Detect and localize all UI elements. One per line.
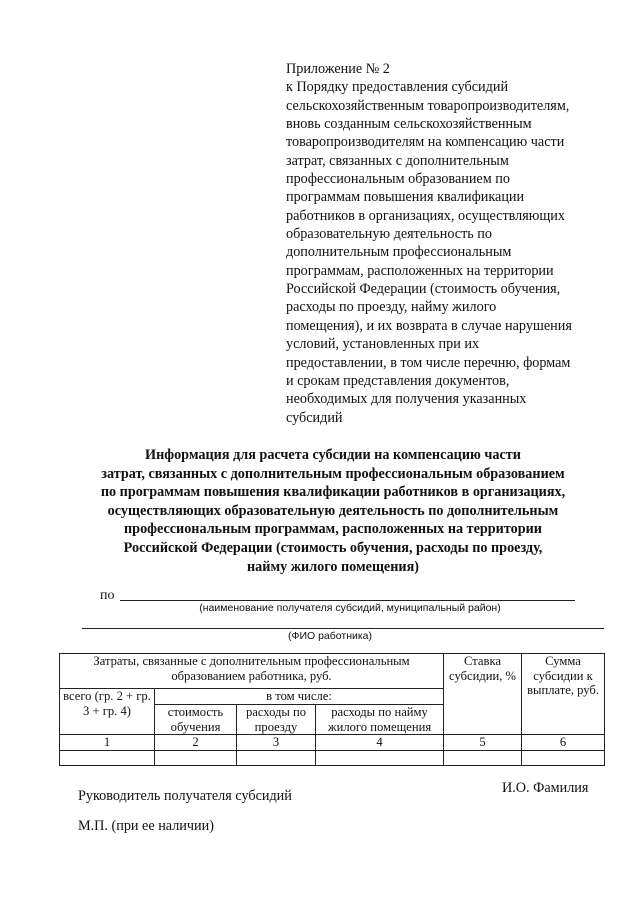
title-line: по программам повышения квалификации работников в организациях, [100, 484, 566, 501]
stamp-label: М.П. (при ее наличии) [78, 818, 214, 834]
appendix-line: условий, установленных при их [286, 336, 480, 353]
head-signature-label: Руководитель получателя субсидий [78, 788, 292, 804]
column-number: 2 [155, 735, 237, 751]
travel-header: расходы по проезду [237, 705, 316, 735]
title-line: профессиональным программам, расположенных на территории [124, 521, 542, 538]
including-header: в том числе: [155, 689, 444, 705]
column-number: 4 [316, 735, 444, 751]
recipient-name-line[interactable] [120, 600, 575, 601]
appendix-line: программам повышения квалификации [286, 189, 525, 206]
data-cell-rate[interactable] [444, 750, 522, 765]
subsidy-table [59, 653, 605, 766]
appendix-line: дополнительным профессиональным [286, 244, 512, 261]
appendix-line: сельскохозяйственным товаропроизводителям, [286, 97, 570, 114]
tuition-header: стоимость обучения [155, 705, 237, 735]
column-number: 6 [522, 735, 605, 751]
appendix-line: товаропроизводителям на компенсацию части [286, 134, 565, 151]
po-label: по [100, 588, 115, 603]
title-line: найму жилого помещения) [247, 558, 419, 575]
appendix-line: образовательную деятельность по [286, 226, 492, 243]
title-line: затрат, связанных с дополнительным профессиональным образованием [101, 465, 565, 482]
data-cell-travel[interactable] [237, 750, 316, 765]
worker-caption: (ФИО работника) [287, 630, 373, 642]
title-line: Информация для расчета субсидии на компенсацию части [145, 447, 521, 463]
sum-header: Сумма субсидии к выплате, руб. [522, 654, 605, 735]
appendix-line: необходимых для получения указанных [286, 391, 527, 408]
appendix-line: и срокам представления документов, [286, 372, 510, 389]
housing-header: расходы по найму жилого помещения [316, 705, 444, 735]
appendix-line: вновь созданным сельскохозяйственным [286, 116, 532, 133]
appendix-line: субсидий [286, 409, 343, 426]
column-number: 5 [444, 735, 522, 751]
column-number: 3 [237, 735, 316, 751]
column-number: 1 [60, 735, 155, 751]
appendix-line: помещения), и их возврата в случае нарушения [286, 317, 572, 334]
data-cell-sum[interactable] [522, 750, 605, 765]
document-title [66, 446, 600, 576]
appendix-number: Приложение № 2 [286, 61, 390, 77]
appendix-line: расходы по проезду, найму жилого [286, 299, 497, 316]
appendix-header [286, 60, 606, 427]
appendix-line: программам, расположенных на территории [286, 262, 554, 279]
appendix-line: к Порядку предоставления субсидий [286, 79, 509, 96]
recipient-caption: (наименование получателя субсидий, муниципальный район) [199, 602, 501, 614]
appendix-line: затрат, связанных с дополнительным [286, 152, 509, 169]
title-line: Российской Федерации (стоимость обучения, расходы по проезду, [123, 539, 543, 556]
data-cell-total[interactable] [60, 750, 155, 765]
data-cell-housing[interactable] [316, 750, 444, 765]
signer-name: И.О. Фамилия [502, 780, 589, 796]
appendix-line: работников в организациях, осуществляющих [286, 207, 565, 224]
total-header: всего (гр. 2 + гр. 3 + гр. 4) [60, 689, 155, 735]
appendix-line: предоставлении, в том числе перечню, формам [286, 354, 571, 371]
rate-header: Ставка субсидии, % [444, 654, 522, 735]
appendix-line: Российской Федерации (стоимость обучения, [286, 281, 561, 298]
costs-header: Затраты, связанные с дополнительным профессиональным образованием работника, руб. [60, 654, 444, 689]
title-line: осуществляющих образовательную деятельность по дополнительным [107, 502, 559, 519]
appendix-line: профессиональным образованием по [286, 171, 510, 188]
data-cell-tuition[interactable] [155, 750, 237, 765]
worker-name-line[interactable] [82, 628, 604, 629]
